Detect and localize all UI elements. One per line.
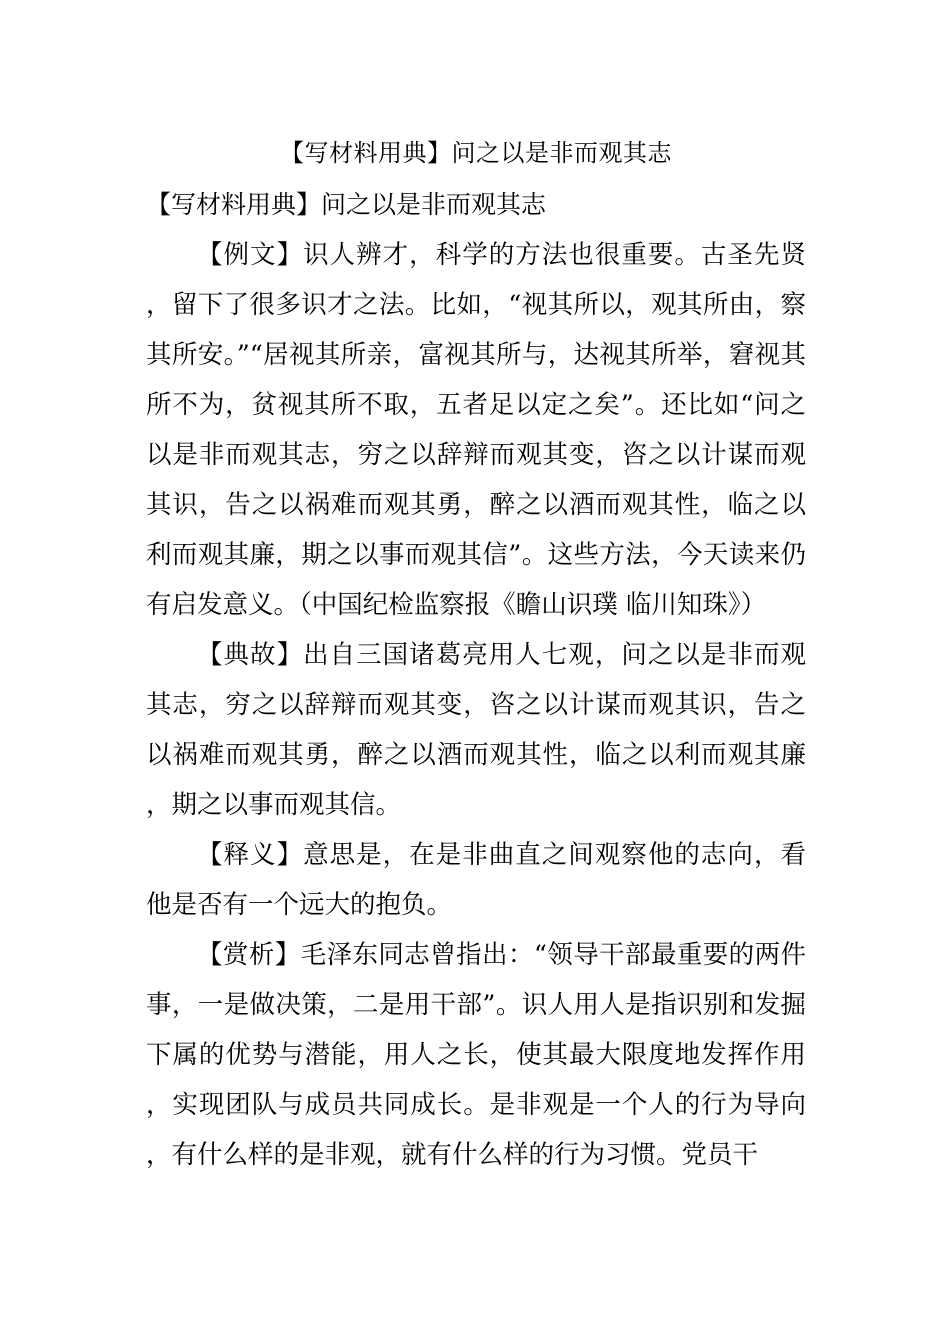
section-label-allusion: 【典故】 — [197, 640, 304, 670]
section-label-example: 【例文】 — [197, 240, 304, 270]
section-text-appreciation: 毛泽东同志曾指出：“领导干部最重要的两件事，一是做决策，二是用干部”。识人用人是指识别和发掘下属的优势与潜能，用人之长，使其最大限度地发挥作用，实现团队与成员共同成长。是非观是一个人的行为导向，有什么样的是非观，就有什么样的行为习惯。党员干 — [146, 940, 806, 1170]
section-text-meaning: 意思是，在是非曲直之间观察他的志向，看他是否有一个远大的抱负。 — [146, 840, 806, 920]
page-subtitle: 【写材料用典】问之以是非而观其志 — [146, 190, 547, 219]
section-label-meaning: 【释义】 — [197, 840, 304, 870]
document-body — [146, 130, 806, 1180]
paragraph-meaning — [146, 830, 806, 930]
paragraph-appreciation — [146, 930, 806, 1180]
section-label-appreciation: 【赏析】 — [197, 940, 301, 970]
paragraph-allusion — [146, 630, 806, 830]
section-text-example: 识人辨才，科学的方法也很重要。古圣先贤，留下了很多识才之法。比如，“视其所以，观其所由，察其所安。”“居视其所亲，富视其所与，达视其所举，窘视其所不为，贫视其所不取，五者足以定之矣”。还比如“问之以是非而观其志，穷之以辞辩而观其变，咨之以计谋而观其识，告之以祸难而观其勇，醉之以酒而观其性，临之以利而观其廉，期之以事而观其信”。这些方法，今天读来仍有启发意义。（中国纪检监察报《瞻山识璞 临川知珠》） — [146, 240, 806, 620]
page-title: 【写材料用典】问之以是非而观其志 — [280, 139, 672, 167]
section-text-allusion: 出自三国诸葛亮用人七观，问之以是非而观其志，穷之以辞辩而观其变，咨之以计谋而观其识，告之以祸难而观其勇，醉之以酒而观其性，临之以利而观其廉，期之以事而观其信。 — [146, 640, 806, 820]
paragraph-example — [146, 230, 806, 630]
